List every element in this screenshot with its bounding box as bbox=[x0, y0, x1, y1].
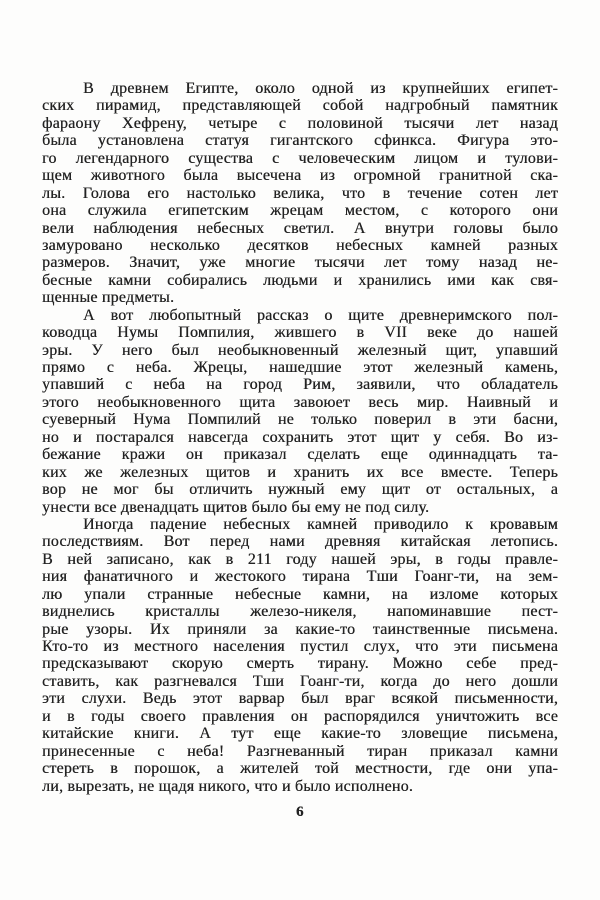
text-line: она служила египетским жрецам местом, с которого они bbox=[42, 202, 558, 220]
text-line: вели наблюдения небесных светил. А внутри головы было bbox=[42, 219, 558, 237]
text-line: китайские книги. А тут еще какие-то зловещие письмена, bbox=[42, 725, 558, 743]
text-line: и в годы своего правления он распорядился уничтожить все bbox=[42, 707, 558, 725]
paragraph bbox=[42, 307, 558, 516]
text-line: лы. Голова его настолько велика, что в течение сотен лет bbox=[42, 184, 558, 202]
text-line: принесенные с неба! Разгневанный тиран приказал камни bbox=[42, 742, 558, 760]
text-line: но и постарался навсегда сохранить этот щит у себя. Во из- bbox=[42, 428, 558, 446]
text-line: размеров. Значит, уже многие тысячи лет тому назад не- bbox=[42, 254, 558, 272]
text-line: эти слухи. Ведь этот варвар был враг всякой письменности, bbox=[42, 690, 558, 708]
text-line: ставить, как разгневался Тши Гоанг-ти, когда до него дошли bbox=[42, 672, 558, 690]
text-line: упавший с неба на город Рим, заявили, что обладатель bbox=[42, 376, 558, 394]
page-number: 6 bbox=[296, 804, 304, 820]
text-line: Кто-то из местного населения пустил слух, что эти письмена bbox=[42, 638, 558, 655]
text-line: предсказывают скорую смерть тирану. Можно себе пред- bbox=[42, 655, 558, 673]
paragraph bbox=[42, 516, 558, 795]
text-block bbox=[42, 80, 558, 795]
text-line: ния фанатичного и жестокого тирана Тши Гоанг-ти, на зем- bbox=[42, 568, 558, 586]
text-line: В древнем Египте, около одной из крупнейших египет- bbox=[83, 80, 558, 97]
text-line: ких же железных щитов и хранить их все вместе. Теперь bbox=[42, 463, 558, 481]
text-line: щенные предметы. bbox=[42, 289, 175, 307]
text-line: го легендарного существа с человеческим лицом и тулови- bbox=[42, 149, 558, 167]
paragraph bbox=[42, 80, 558, 307]
text-line: вор не мог бы отличить нужный ему щит от остальных, а bbox=[42, 481, 558, 499]
text-line: А вот любопытный рассказ о щите древнеримского пол- bbox=[83, 306, 558, 324]
text-line: ских пирамид, представляющей собой надгробный памятник bbox=[42, 97, 558, 115]
text-line: прямо с неба. Жрецы, нашедшие этот железный камень, bbox=[42, 359, 558, 376]
text-line: ли, вырезать, не щадя никого, что и было исполнено. bbox=[42, 777, 413, 795]
text-line: была установлена статуя гигантского сфинкса. Фигура это- bbox=[42, 132, 558, 150]
text-line: щем животного была высечена из огромной гранитной ска- bbox=[42, 167, 558, 185]
text-line: бесные камни собирались людьми и хранились ими как свя- bbox=[42, 271, 558, 289]
text-line: этого необыкновенного щита завоюет весь мир. Наивный и bbox=[42, 393, 558, 411]
text-line: лю упали странные небесные камни, на изломе которых bbox=[42, 585, 558, 603]
text-line: ководца Нумы Помпилия, жившего в VII веке до нашей bbox=[42, 324, 558, 342]
text-line: фараону Хефрену, четыре с половиной тысячи лет назад bbox=[42, 114, 558, 132]
text-line: виднелись кристаллы железо-никеля, напоминавшие пест- bbox=[42, 603, 558, 621]
text-line: В ней записано, как в 211 году нашей эры, в годы правле- bbox=[42, 550, 558, 568]
text-line: бежание кражи он приказал сделать еще одиннадцать та- bbox=[42, 446, 558, 464]
text-line: эры. У него был необыкновенный железный щит, упавший bbox=[42, 341, 558, 359]
text-line: Иногда падение небесных камней приводило к кровавым bbox=[83, 515, 558, 533]
text-line: рые узоры. Их приняли за какие-то таинственные письмена. bbox=[42, 620, 558, 638]
text-line: последствиям. Вот перед нами древняя китайская летопись. bbox=[42, 533, 558, 551]
text-line: унести все двенадцать щитов было бы ему не под силу. bbox=[42, 498, 430, 516]
text-line: стереть в порошок, а жителей той местности, где они упа- bbox=[42, 760, 558, 778]
text-line: суеверный Нума Помпилий не только поверил в эти басни, bbox=[42, 411, 558, 429]
text-line: замуровано несколько десятков небесных камней разных bbox=[42, 236, 558, 254]
